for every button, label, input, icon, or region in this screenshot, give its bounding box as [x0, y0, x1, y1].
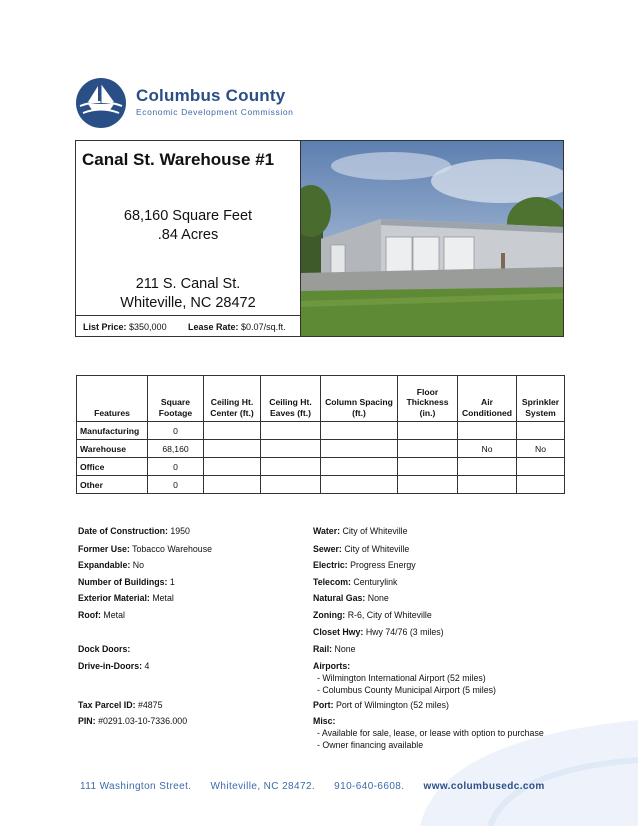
property-photo: [300, 140, 564, 337]
table-row: [77, 476, 565, 494]
table-cell: Manufacturing: [77, 422, 148, 440]
table-cell: Warehouse: [77, 440, 148, 458]
table-cell: [458, 422, 517, 440]
lease-rate-label: Lease Rate:: [188, 322, 239, 332]
table-cell: Office: [77, 458, 148, 476]
table-cell: [458, 458, 517, 476]
organization-logo: [74, 76, 304, 128]
detail-closest-hwy: Closet Hwy: Hwy 74/76 (3 miles): [313, 627, 444, 637]
detail-drive-in-doors: Drive-in-Doors: 4: [78, 661, 150, 671]
footer-contact: [80, 781, 545, 792]
list-item: - Columbus County Municipal Airport (5 miles): [317, 685, 496, 695]
table-cell: [261, 476, 321, 494]
table-cell: [204, 458, 261, 476]
detail-port: Port: Port of Wilmington (52 miles): [313, 700, 449, 710]
list-item: - Owner financing available: [317, 740, 424, 750]
table-cell: [517, 476, 565, 494]
city-address: Whiteville, NC 28472: [120, 295, 256, 311]
table-cell: [517, 422, 565, 440]
table-cell: 0: [148, 458, 204, 476]
detail-electric: Electric: Progress Energy: [313, 560, 416, 570]
table-cell: [517, 458, 565, 476]
table-cell: [204, 440, 261, 458]
detail-construction-date: Date of Construction: 1950: [78, 526, 190, 536]
detail-roof: Roof: Metal: [78, 610, 125, 620]
table-cell: [261, 458, 321, 476]
logo-name: Columbus County: [136, 86, 286, 105]
table-header: Ceiling Ht. Eaves (ft.): [261, 376, 321, 422]
table-cell: [321, 476, 398, 494]
detail-airports: Airports:: [313, 661, 351, 671]
detail-telecom: Telecom: Centurylink: [313, 577, 398, 587]
globe-ship-icon: [74, 76, 128, 130]
property-info-box: [75, 140, 301, 337]
table-header: Air Conditioned: [458, 376, 517, 422]
detail-expandable: Expandable: No: [78, 560, 145, 570]
detail-dock-doors: Dock Doors:: [78, 644, 131, 654]
lease-rate: $0.07/sq.ft.: [241, 322, 286, 332]
table-cell: Other: [77, 476, 148, 494]
detail-zoning: Zoning: R-6, City of Whiteville: [313, 610, 432, 620]
table-header: Column Spacing (ft.): [321, 376, 398, 422]
table-header: Floor Thickness (in.): [398, 376, 458, 422]
table-cell: No: [517, 440, 565, 458]
table-cell: 0: [148, 476, 204, 494]
detail-pin: PIN: #0291.03-10-7336.000: [78, 716, 188, 726]
list-item: - Available for sale, lease, or lease with option to purchase: [317, 728, 544, 738]
table-header: Square Footage: [148, 376, 204, 422]
detail-former-use: Former Use: Tobacco Warehouse: [78, 544, 212, 554]
table-row: [77, 422, 565, 440]
table-cell: [458, 476, 517, 494]
warehouse-photo-image: [301, 141, 563, 336]
table-cell: No: [458, 440, 517, 458]
detail-rail: Rail: None: [313, 644, 356, 654]
list-price: $350,000: [129, 322, 167, 332]
detail-tax-parcel: Tax Parcel ID: #4875: [78, 700, 163, 710]
table-cell: 68,160: [148, 440, 204, 458]
square-feet: 68,160 Square Feet: [123, 208, 253, 224]
table-cell: [321, 458, 398, 476]
detail-exterior: Exterior Material: Metal: [78, 593, 174, 603]
detail-misc: Misc:: [313, 716, 336, 726]
table-cell: [204, 476, 261, 494]
detail-sewer: Sewer: City of Whiteville: [313, 544, 410, 554]
detail-buildings: Number of Buildings: 1: [78, 577, 175, 587]
table-cell: 0: [148, 422, 204, 440]
table-cell: [398, 476, 458, 494]
table-header-row: [77, 376, 565, 422]
footer-phone: 910-640-6608.: [334, 781, 405, 792]
table-header: Features: [77, 376, 148, 422]
table-header: Ceiling Ht. Center (ft.): [204, 376, 261, 422]
table-cell: [321, 422, 398, 440]
list-item: - Wilmington International Airport (52 miles): [317, 673, 486, 683]
table-cell: [398, 422, 458, 440]
detail-water: Water: City of Whiteville: [313, 526, 408, 536]
list-price-label: List Price:: [83, 322, 127, 332]
footer-address: 111 Washington Street.: [80, 781, 192, 792]
table-cell: [398, 458, 458, 476]
property-title: Canal St. Warehouse #1: [82, 150, 275, 169]
watermark-graphic: [380, 700, 638, 826]
table-row: [77, 458, 565, 476]
table-cell: [398, 440, 458, 458]
acres: .84 Acres: [157, 227, 219, 243]
table-cell: [204, 422, 261, 440]
footer-city: Whiteville, NC 28472.: [210, 781, 316, 792]
detail-natural-gas: Natural Gas: None: [313, 593, 389, 603]
footer-website-link[interactable]: www.columbusedc.com: [423, 781, 545, 792]
features-table: [76, 375, 565, 494]
price-row: [76, 315, 300, 337]
table-cell: [261, 440, 321, 458]
logo-subtitle: Economic Development Commission: [136, 107, 294, 117]
table-cell: [261, 422, 321, 440]
table-header: Sprinkler System: [517, 376, 565, 422]
street-address: 211 S. Canal St.: [135, 276, 241, 292]
table-row: [77, 440, 565, 458]
table-cell: [321, 440, 398, 458]
